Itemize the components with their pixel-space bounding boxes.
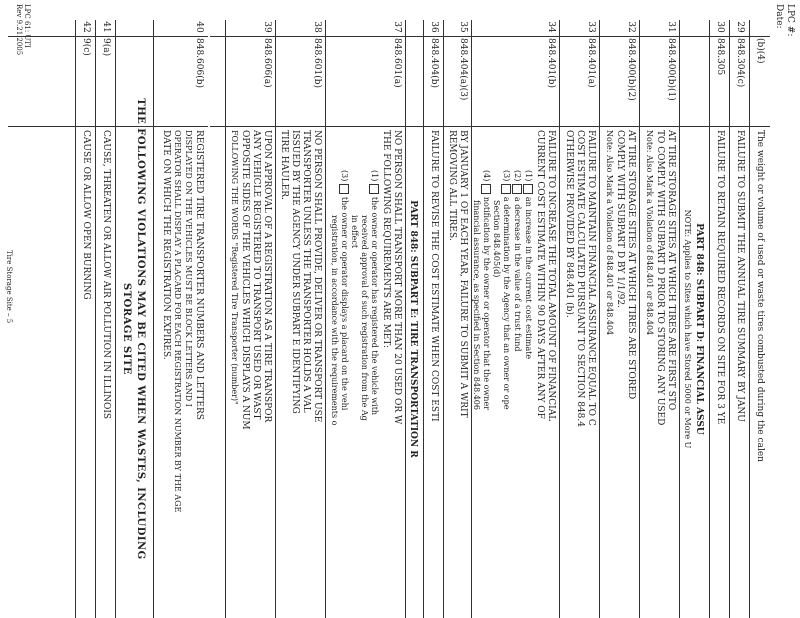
row-description: AT TIRE STORAGE SITES AT WHICH TIRES ARE FIRST STO (666, 130, 676, 411)
row-number: 33 (586, 21, 596, 33)
row-description: ISSUED BY THE AGENCY UNDER SUBPART E IDENTIFYING (290, 130, 300, 414)
row-section: 848.400(b)(1) (666, 38, 676, 101)
row-section: 848.404(a)(3) (458, 38, 468, 101)
table-row (275, 20, 326, 618)
sub-item-text: the owner or operator displays a placard on the vehi (340, 196, 349, 411)
checkbox[interactable] (369, 184, 379, 194)
row-description: THE FOLLOWING REQUIREMENTS ARE MET: (381, 130, 391, 349)
row-note: Note: Also Mark a Violation of 848.401 or 848.404 (645, 130, 654, 336)
row-description: REGISTERED TIRE TRANSPORTER NUMBERS AND LETTERS (194, 130, 204, 420)
table-row (225, 20, 276, 618)
checkbox[interactable] (501, 184, 511, 194)
row-description: DISPLAYED ON THE VEHICLES MUST BE BLOCK LETTERS AND I (184, 130, 193, 407)
checkbox[interactable] (523, 184, 533, 194)
row-description: CAUSE OR ALLOW OPEN BURNING (81, 130, 91, 300)
table-row (95, 20, 116, 618)
part-d-note: NOTE: Applies to Sites which have Stored 5000 or More U (683, 209, 692, 449)
table-row (559, 20, 600, 618)
table-row (75, 20, 96, 618)
row-section: (b)(4) (755, 38, 765, 64)
row-description: CAUSE, THREATEN OR ALLOW AIR POLLUTION IN ILLINOIS (101, 130, 111, 420)
row-number: 42 (81, 21, 91, 33)
row-number: 34 (546, 21, 556, 33)
sub-item-text: a determination by the Agency that an owner or ope (502, 196, 511, 410)
row-section: 848.305 (715, 38, 725, 76)
page-label: Tire Storage Site – 5 (5, 250, 13, 324)
row-section: 848.606(b) (194, 38, 204, 89)
sub-item-text: a decrease in the value of a trust fund (513, 196, 522, 352)
row-section: 848.606(a) (262, 38, 272, 88)
lpc-label (784, 4, 794, 36)
row-section: 9(c) (81, 38, 91, 56)
row-description: The weight or volume of used or waste tires combusted during the calen (755, 130, 765, 462)
date-label (773, 4, 783, 29)
violations-table (210, 20, 770, 615)
part-d-title: PART 848: SUBPART D: FINANCIAL ASSU (694, 223, 704, 435)
row-section: 848.401(b) (546, 38, 556, 89)
row-section: 848.400(b)(2) (626, 38, 636, 101)
sub-item-text: the owner or operator has registered the vehicle with (370, 196, 379, 416)
row-number: 35 (458, 21, 468, 33)
row-description: OTHERWISE PROVIDED BY 848.401 (b). (564, 130, 574, 318)
sub-item-text: received approval of such registration from the Ag (360, 215, 369, 421)
row-number: 38 (312, 21, 322, 33)
row-description: CURRENT COST ESTIMATE WITHIN 90 DAYS AFTER ANY OF (535, 130, 545, 419)
row-description: FAILURE TO SUBMIT THE ANNUAL TIRE SUMMARY BY JANU (735, 130, 745, 422)
row-description: TRANSPORTER UNLESS THE TRANSPORTER HOLDS A VAL (301, 130, 311, 413)
sub-item (369, 170, 379, 415)
row-description: FAILURE TO MAINTAIN FINANCIAL ASSURANCE EQUAL TO C (586, 130, 596, 426)
row-description: COST ESTIMATE CALCULATED PURSUANT TO SECTION 848.4 (575, 130, 585, 427)
date-label-text: Date: (774, 4, 784, 29)
column-divider (210, 126, 770, 127)
checkbox[interactable] (481, 184, 491, 194)
part-e-title: PART 848: SUBPART E: TIRE TRANSPORTATION R (408, 200, 418, 458)
row-description: FAILURE TO RETAIN REQUIRED RECORDS ON SITE FOR 3 YE (715, 130, 725, 425)
row-number: 40 (194, 21, 204, 33)
row-section: 848.601(a) (392, 38, 402, 88)
row-description: NO PERSON SHALL TRANSPORT MORE THAN 20 USED OR W (392, 130, 402, 425)
violations-table-lower (8, 20, 208, 615)
row-description: AT TIRE STORAGE SITES AT WHICH TIRES ARE STORED (626, 130, 636, 400)
row-number: 41 (101, 21, 111, 33)
checkbox[interactable] (339, 184, 349, 194)
sub-item-label: (3) (502, 170, 511, 182)
sub-item-label: (1) (524, 170, 533, 182)
sub-item (523, 170, 533, 359)
checkbox[interactable] (512, 184, 522, 194)
row-section: 848.401(a) (586, 38, 596, 88)
row-description: UPON APPROVAL OF A REGISTRATION AS A TIRE TRANSPOR (262, 130, 272, 423)
table-row (423, 20, 444, 618)
row-number: 36 (429, 21, 439, 33)
row-number: 30 (715, 21, 725, 33)
sub-item-text: registration, in accordance with the requirements o (330, 215, 339, 426)
footer-form-id: LPC 61: UTI (23, 4, 31, 48)
row-description: TIRE HAULER. (279, 130, 289, 200)
sub-item (481, 170, 491, 410)
sub-item-text: notification by the owner or operator that the owner (482, 196, 491, 411)
row-description: FAILURE TO INCREASE THE TOTAL AMOUNT OF FINANCIAL (546, 130, 556, 422)
table-row (709, 20, 730, 618)
sub-item (339, 170, 349, 410)
sub-item-text: financial assurance, as specified in Section 848.406 (472, 200, 481, 410)
column-divider (8, 126, 208, 127)
section-banner: THE FOLLOWING VIOLATIONS MAY BE CITED WHEN WASTES, INCLUDING (135, 98, 146, 560)
table-row (153, 20, 208, 618)
column-divider (8, 36, 208, 37)
table-row (749, 20, 770, 618)
row-description: FOLLOWING THE WORDS "Registered Tire Transporter (number)" (230, 130, 239, 405)
table-row (443, 20, 472, 618)
column-divider (210, 36, 770, 37)
sub-item-text: an increase in the current cost estimate (524, 196, 533, 360)
row-section: 848.404(b) (429, 38, 439, 89)
table-row (729, 20, 750, 618)
row-description: FAILURE TO REVISE THE COST ESTIMATE WHEN COST ESTI (429, 130, 439, 422)
row-description: ANY VEHICLE REGISTERED TO TRANSPORT USED OR WAST (251, 130, 261, 420)
row-description: TO COMPLY WITH SUBPART D PRIOR TO STORING ANY USED (655, 130, 665, 426)
row-section: 848.304(c) (735, 38, 745, 88)
table-row (471, 20, 560, 618)
row-number: 29 (735, 21, 745, 33)
row-description: REMOVING ALL TIRES. (447, 130, 457, 241)
row-number: 39 (262, 21, 272, 33)
row-note: Note: Also Mark a Violation of 848.401 or 848.404 (605, 130, 614, 336)
row-description: COMPLY WITH SUBPART D BY 1/1/92. (615, 130, 625, 308)
row-description: BY JANUARY 1 OF EACH YEAR, FAILURE TO SUBMIT A WRIT (458, 130, 468, 418)
row-number: 37 (392, 21, 402, 33)
footer-revision: Rev 9.21.2005 (15, 4, 24, 56)
table-row (639, 20, 680, 618)
table-row (599, 20, 640, 618)
sub-item-text: in effect (350, 215, 359, 249)
row-section: 9(a) (101, 38, 111, 57)
sub-item-label: (4) (482, 170, 491, 182)
row-description: OPPOSITE SIDES OF THE VEHICLES WHICH DISPLAYS A NUM (240, 130, 250, 430)
table-row (325, 20, 406, 618)
row-description: NO PERSON SHALL PROVIDE, DELIVER OR TRANSPORT USE (312, 130, 322, 423)
row-number: 32 (626, 21, 636, 33)
row-description: OPERATOR SHALL DISPLAY A PLACARD FOR EACH REGISTRATION NUMBER BY THE AGE (173, 130, 182, 513)
sub-item-label: (2) (513, 170, 522, 182)
lpc-label-text: LPC #: (785, 4, 795, 37)
row-section: 848.601(b) (312, 38, 322, 89)
row-number: 31 (666, 21, 676, 33)
sub-item (512, 170, 522, 352)
sub-item-label: (1) (370, 170, 379, 182)
sub-item-label: (3) (340, 170, 349, 182)
footer-left (15, 4, 30, 55)
sub-item-text: Section 848.405(d) (492, 200, 501, 278)
sub-item (501, 170, 511, 409)
section-banner-line2: STORAGE SITE (121, 282, 132, 376)
row-description: DATE ON WHICH THE REGISTRATION EXPIRES. (161, 130, 171, 360)
